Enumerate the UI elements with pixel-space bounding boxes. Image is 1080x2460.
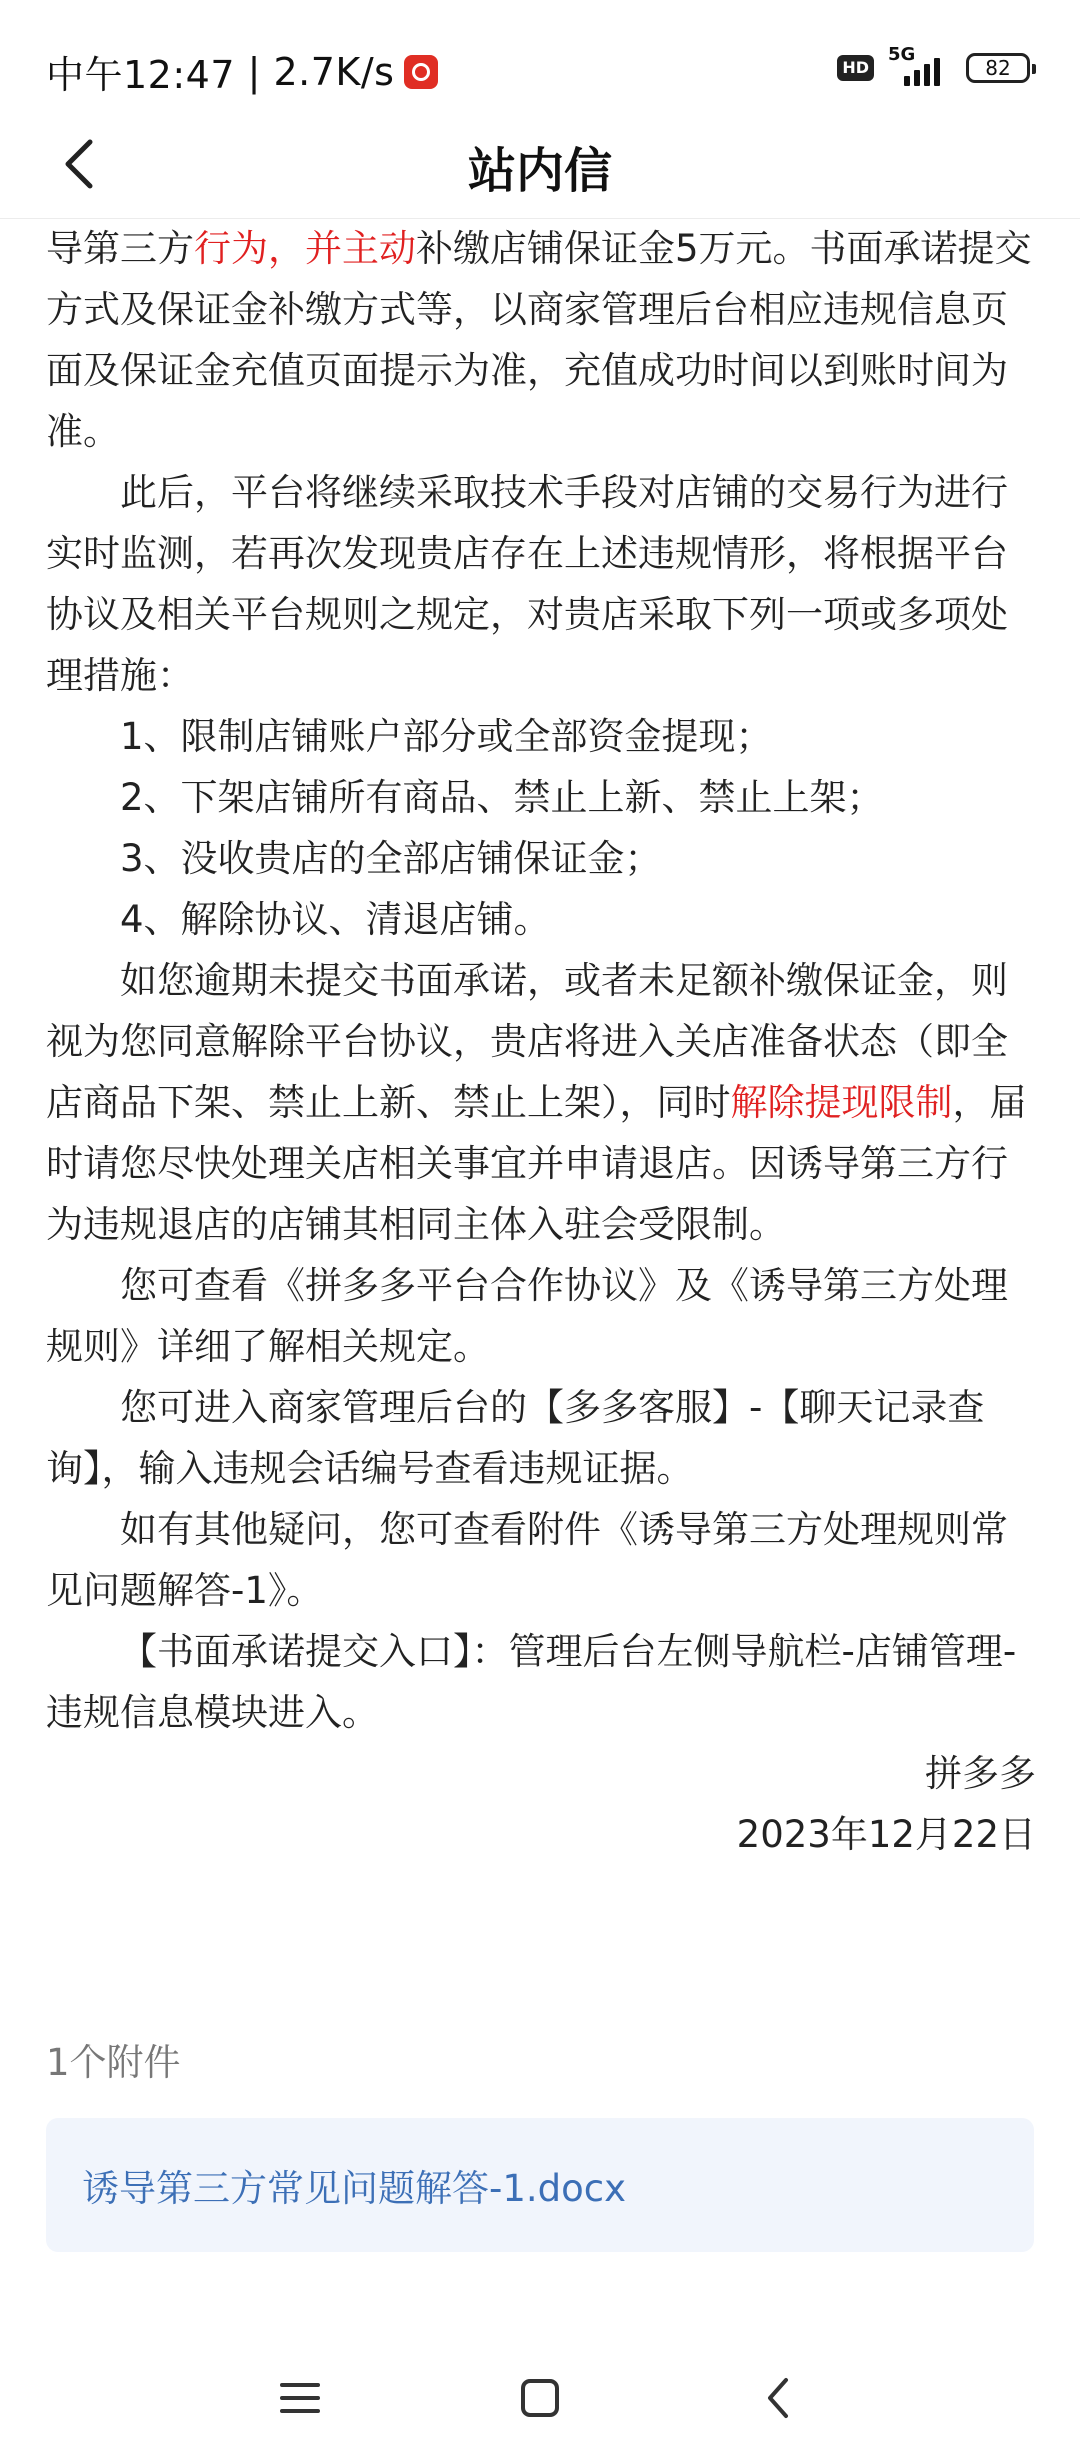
status-separator: |: [235, 49, 274, 94]
signal-icon: [888, 44, 952, 88]
attachment-item[interactable]: [46, 2118, 1034, 2252]
square-icon: [510, 2368, 570, 2428]
message-paragraph: [46, 218, 1036, 462]
battery-level: 82: [985, 56, 1011, 80]
attachment-count: 1个附件: [46, 2041, 181, 2084]
network-type: 5G: [888, 44, 916, 65]
status-time: 中午12:47: [46, 53, 236, 97]
back-icon: [750, 2368, 810, 2428]
message-paragraph: 【书面承诺提交入口】：管理后台左侧导航栏-店铺管理-违规信息模块进入。: [46, 1630, 1017, 1734]
page-title: 站内信: [467, 143, 612, 199]
nav-menu-button[interactable]: [270, 2368, 330, 2428]
message-paragraph: 您可查看《拼多多平台合作协议》及《诱导第三方处理规则》详细了解相关规定。: [46, 1264, 1008, 1368]
menu-icon: [270, 2368, 330, 2428]
measure-item: 2、下架店铺所有商品、禁止上新、禁止上架；: [120, 776, 884, 819]
message-paragraph: [46, 950, 1036, 1255]
nav-home-button[interactable]: [510, 2368, 570, 2428]
text-segment: 导第三方: [46, 227, 194, 270]
pinduoduo-app-icon: [404, 55, 438, 89]
system-nav-bar: [0, 2340, 1080, 2460]
message-body: [46, 218, 1036, 1865]
highlight-text: 行为，并主动: [194, 227, 416, 270]
text-segment: 补缴店铺保证金5万元。书面承诺提交方式及保证金补缴方式等，以商家管理后台相应违规信息页面及保证金充值页面提示为准，充值成功时间以到账时间为准。: [46, 227, 1032, 453]
hd-icon: HD: [837, 55, 874, 81]
status-right: [837, 44, 1030, 88]
attachment-name[interactable]: 诱导第三方常见问题解答-1.docx: [82, 2167, 627, 2210]
message-paragraph: 此后，平台将继续采取技术手段对店铺的交易行为进行实时监测，若再次发现贵店存在上述违规情形，将根据平台协议及相关平台规则之规定，对贵店采取下列一项或多项处理措施：: [46, 471, 1008, 697]
measure-item: 4、解除协议、清退店铺。: [120, 898, 551, 941]
highlight-text: 解除提现限制: [730, 1081, 953, 1124]
nav-back-button[interactable]: [750, 2368, 810, 2428]
message-paragraph: 您可进入商家管理后台的【多多客服】-【聊天记录查询】，输入违规会话编号查看违规证据。: [46, 1386, 985, 1490]
status-left: [46, 44, 438, 99]
measure-item: 1、限制店铺账户部分或全部资金提现；: [120, 715, 773, 758]
message-date: 2023年12月22日: [736, 1813, 1036, 1856]
text-segment: 如您逾期未提交书面承诺，或者未足额补缴保证金，则视为您同意解除平台协议，贵店将进入关店准备状态（即全店商品下架、禁止上新、禁止上架），同时: [46, 959, 1008, 1124]
app-header: [0, 110, 1080, 219]
measure-item: 3、没收贵店的全部店铺保证金；: [120, 837, 662, 880]
message-paragraph: 如有其他疑问，您可查看附件《诱导第三方处理规则常见问题解答-1》。: [46, 1508, 1008, 1612]
message-signature: 拼多多: [925, 1752, 1036, 1795]
status-net-speed: 2.7K/s: [273, 49, 395, 94]
battery-icon: [966, 53, 1030, 83]
text-segment: ，届时请您尽快处理关店相关事宜并申请退店。因诱导第三方行为违规退店的店铺其相同主体入驻会受限制。: [46, 1081, 1027, 1246]
